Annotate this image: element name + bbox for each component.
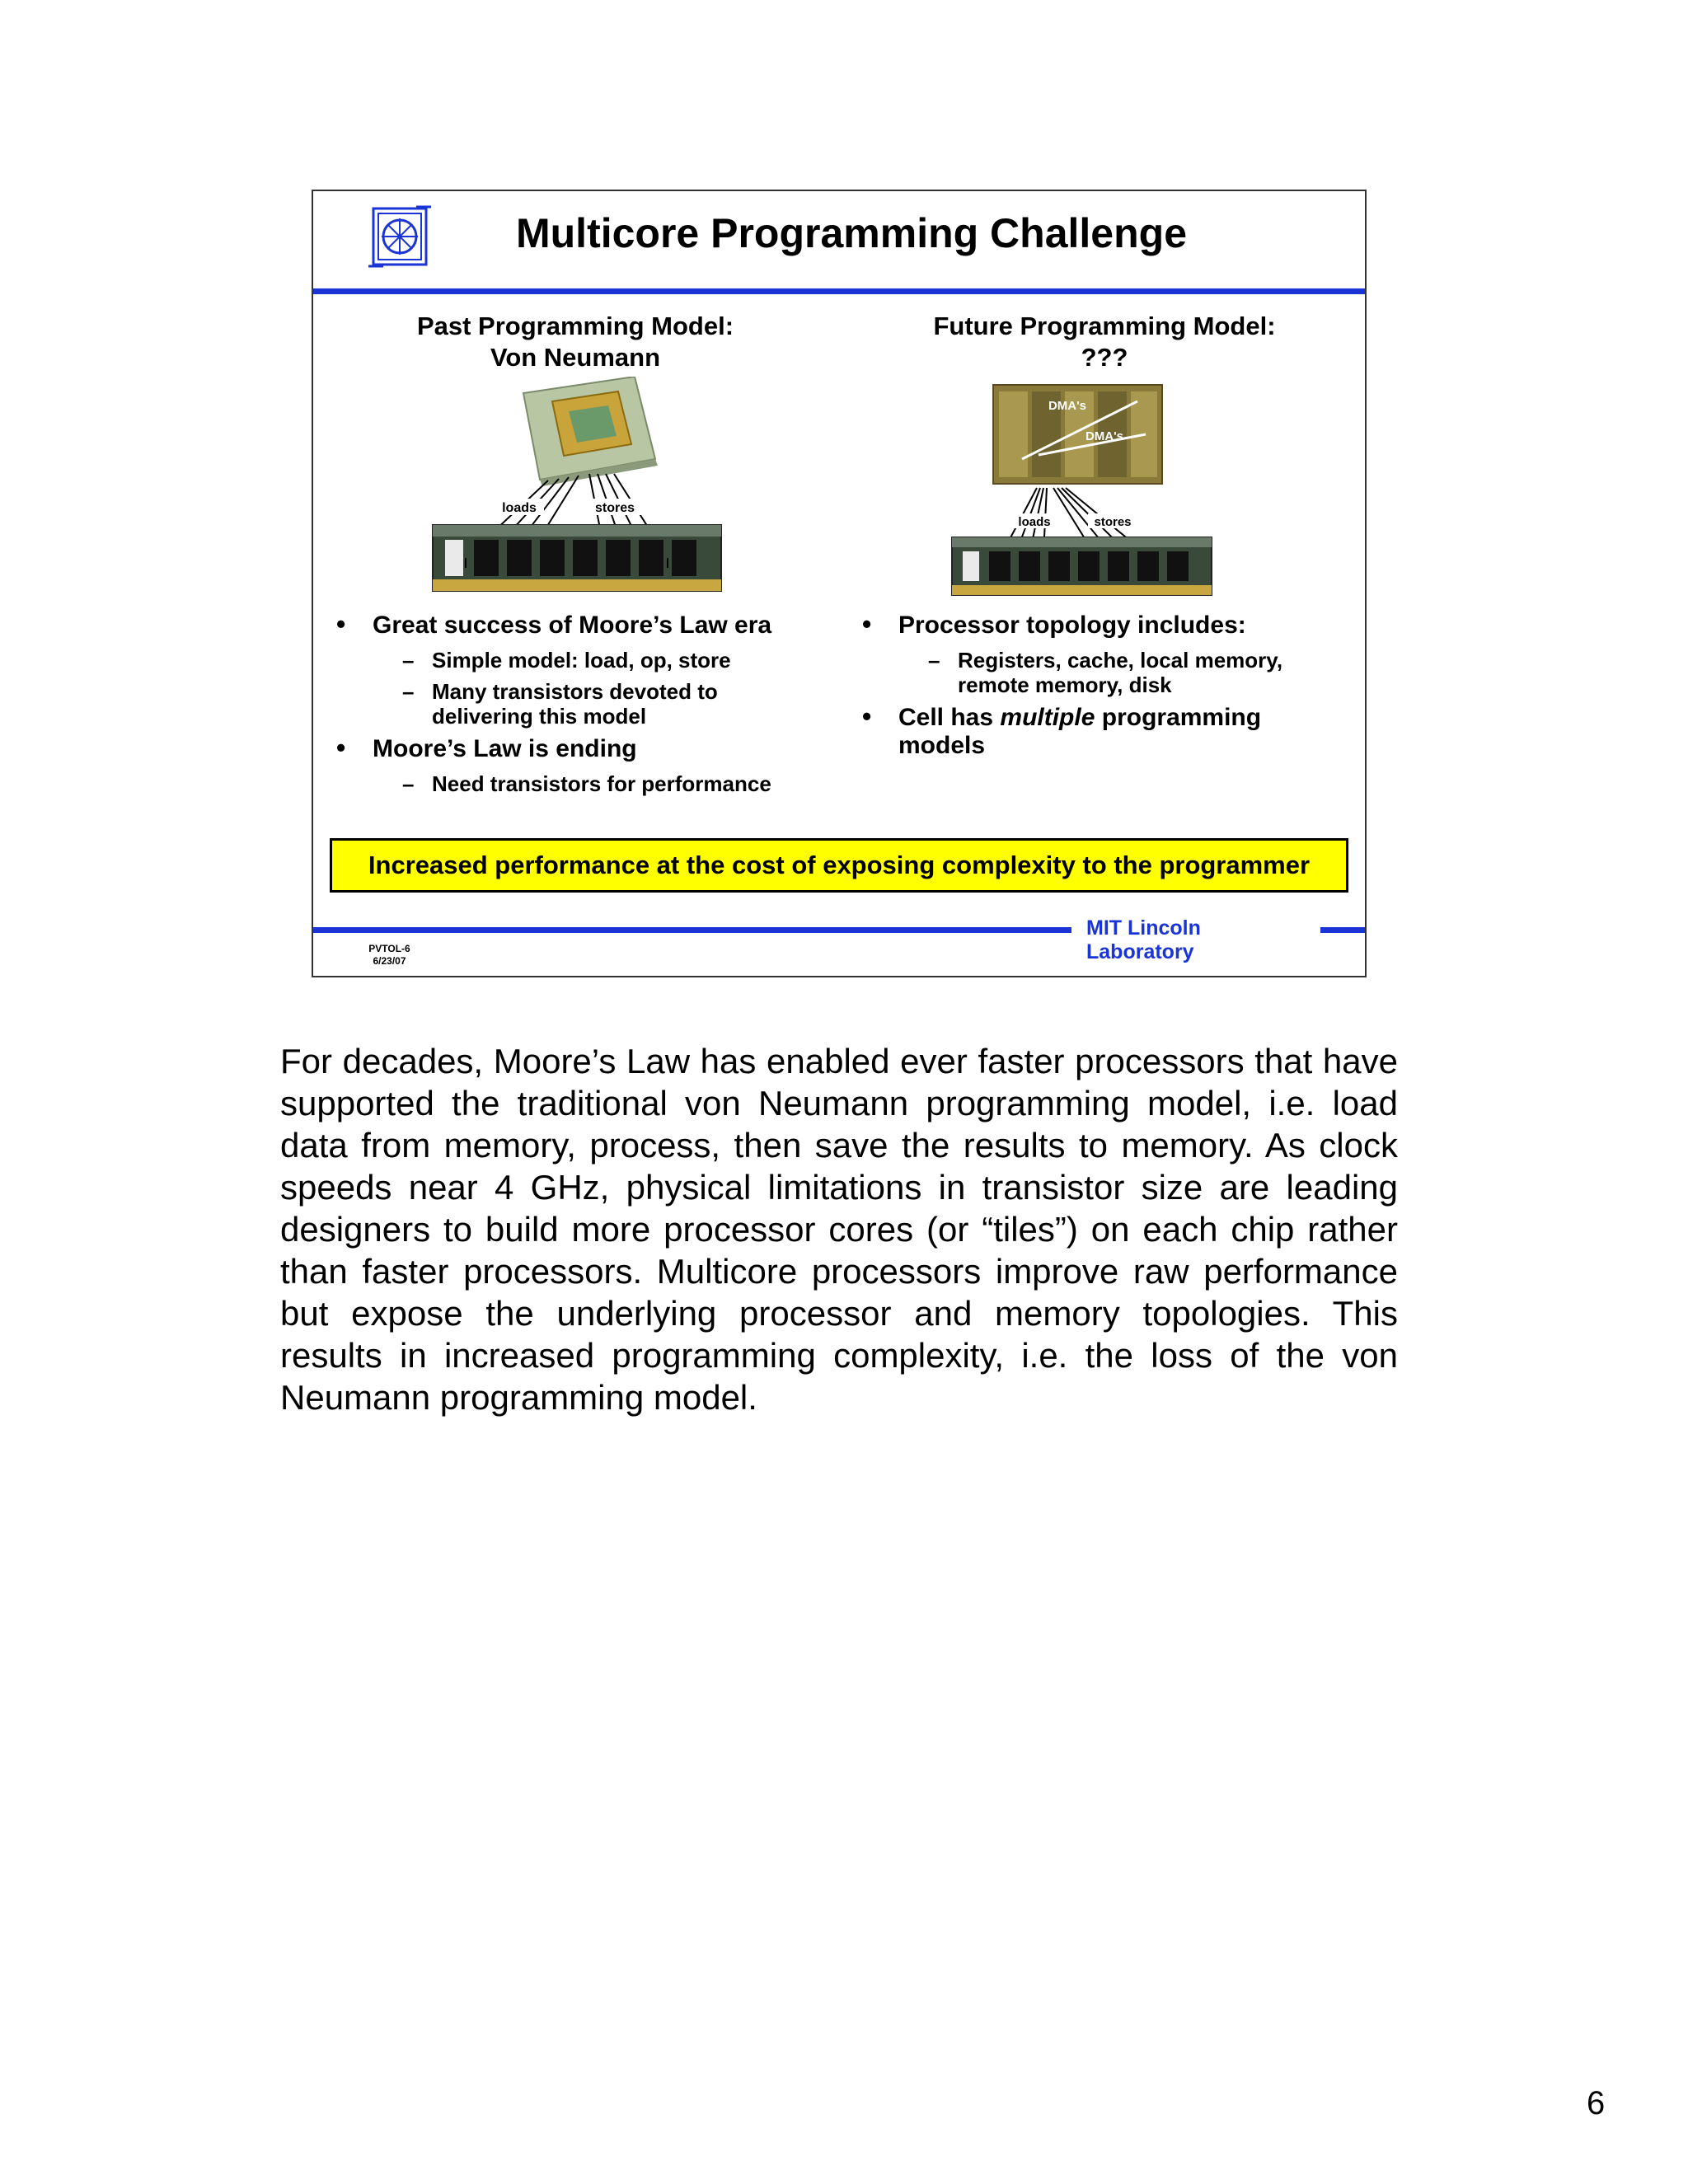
past-model-heading bbox=[361, 311, 790, 373]
cell-stores-label: stores bbox=[1094, 515, 1132, 529]
cell-text-pre: Cell has bbox=[898, 704, 1001, 731]
future-model-bullets bbox=[856, 612, 1350, 768]
footer-code: PVTOL-6 bbox=[368, 943, 410, 954]
footer-date: 6/23/07 bbox=[373, 955, 406, 967]
footer-lab-name: MIT Lincoln Laboratory bbox=[1086, 916, 1201, 963]
sub-bullet-simple-model: – Simple model: load, op, store bbox=[330, 648, 824, 673]
future-model-heading-line1: Future Programming Model: bbox=[933, 312, 1276, 340]
past-model-heading-line1: Past Programming Model: bbox=[416, 312, 734, 340]
sub-bullet-many-transistors: – Many transistors devoted to delivering this model bbox=[330, 679, 824, 729]
slide bbox=[312, 190, 1367, 977]
bullet-moores-ending: • Moore’s Law is ending bbox=[330, 735, 824, 763]
cpu-chip-icon bbox=[523, 377, 658, 486]
footer-rule-left bbox=[313, 927, 1071, 933]
past-model-bullets bbox=[330, 612, 824, 803]
cell-processor-diagram bbox=[948, 377, 1228, 599]
von-neumann-diagram bbox=[429, 377, 725, 599]
loads-label: loads bbox=[502, 501, 537, 515]
callout-box: Increased performance at the cost of exposing complexity to the programmer bbox=[330, 838, 1348, 893]
dma-label-1: DMA's bbox=[1048, 399, 1087, 413]
sub-bullet-need-transistors: – Need transistors for performance bbox=[330, 771, 824, 796]
stores-label: stores bbox=[594, 501, 635, 515]
bullet-cell-multiple bbox=[856, 704, 1311, 760]
memory-module-icon bbox=[433, 525, 721, 591]
footer-rule-right bbox=[1320, 927, 1365, 933]
footer-slide-code bbox=[363, 943, 416, 968]
cell-memory-module-icon bbox=[952, 537, 1212, 595]
title-rule bbox=[313, 288, 1365, 294]
slide-title: Multicore Programming Challenge bbox=[515, 210, 1187, 256]
page-number: 6 bbox=[1587, 2085, 1606, 2121]
body-paragraph: For decades, Moore’s Law has enabled ever faster processors that have supported the traditional von Neumann programming model, i.e. load data from memory, process, then save the results to memory. As clock speeds near 4 GHz, physical limitations in transistor size are leading designers to build more processor cores (or “tiles”) on each chip rather than faster processors. Multicore processors improve raw performance but expose the underlying processor and memory topologies. This results in increased programming complexity, i.e. the loss of the von Neumann programming model. bbox=[280, 1042, 1398, 1417]
sub-bullet-registers: – Registers, cache, local memory, remote memory, disk bbox=[856, 648, 1287, 697]
future-model-heading bbox=[890, 311, 1319, 373]
bullet-moores-success: • Great success of Moore’s Law era bbox=[330, 612, 824, 640]
cell-loads-label: loads bbox=[1018, 515, 1051, 529]
bullet-processor-topology: • Processor topology includes: bbox=[856, 612, 1350, 640]
future-model-heading-line2: ??? bbox=[1081, 343, 1128, 372]
dma-label-2: DMA's bbox=[1085, 429, 1124, 443]
cell-text-post: programming models bbox=[898, 704, 1262, 759]
cell-text-emphasis: multiple bbox=[1000, 704, 1095, 731]
past-model-heading-line2: Von Neumann bbox=[490, 343, 661, 372]
